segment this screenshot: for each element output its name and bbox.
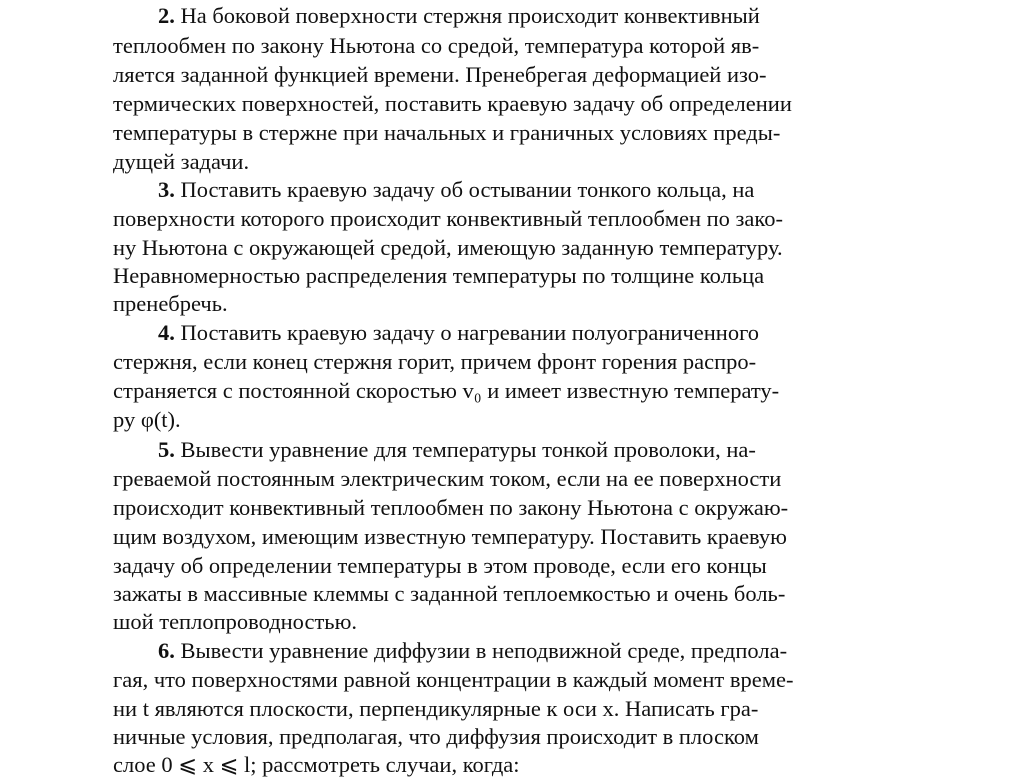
problem-number: 6. [158,638,175,663]
problem-text: Поставить краевую задачу о нагревании полуограниченного [180,320,760,345]
problem-4-line-3: страняется с постоянной скоростью v₀ и имеет известную температу- [113,378,780,403]
problem-6-line-3: ни t являются плоскости, перпендикулярные к оси x. Написать гра- [113,696,759,721]
problem-2-line-3: ляется заданной функцией времени. Пренебрегая деформацией изо- [113,62,767,87]
problem-5-line-6: зажаты в массивные клеммы с заданной теплоемкостью и очень боль- [113,581,786,606]
problem-6-line-4: ничные условия, предполагая, что диффузия происходит в плоском [113,724,759,749]
problem-5-line-1 [158,436,756,464]
problem-3-line-2: поверхности которого происходит конвективный теплообмен по зако- [113,206,783,231]
problem-2-line-5: температуры в стержне при начальных и граничных условиях преды- [113,120,781,145]
problem-number: 5. [158,437,175,462]
problem-3-line-5: пренебречь. [113,291,228,316]
problem-text: Вывести уравнение диффузии в неподвижной среде, предпола- [180,638,788,663]
problem-4-line-1 [158,319,759,347]
document-page [113,0,921,777]
problem-5-line-2: греваемой постоянным электрическим током, если на ее поверхности [113,466,782,491]
problem-4-line-2: стержня, если конец стержня горит, причем фронт горения распро- [113,349,757,374]
problem-3-line-4: Неравномерностью распределения температуры по толщине кольца [113,263,765,288]
problem-5-line-5: задачу об определении температуры в этом проводе, если его концы [113,553,767,578]
problem-number: 4. [158,320,175,345]
problem-2-line-2: теплообмен по закону Ньютона со средой, температура которой яв- [113,33,760,58]
problem-text: Поставить краевую задачу об остывании тонкого кольца, на [180,177,755,202]
problem-6-line-5: слое 0 ⩽ x ⩽ l; рассмотреть случаи, когда: [113,752,520,777]
problem-6-line-1 [158,637,787,665]
problem-2-line-6: дущей задачи. [113,149,250,174]
problem-3-line-3: ну Ньютона с окружающей средой, имеющую заданную температуру. [113,235,783,260]
problem-number: 3. [158,177,175,202]
problem-number: 2. [158,3,175,28]
problem-5-line-3: происходит конвективный теплообмен по закону Ньютона с окружаю- [113,495,789,520]
problem-6-line-2: гая, что поверхностями равной концентрации в каждый момент време- [113,667,794,692]
problem-3-line-1 [158,176,754,204]
problem-4-line-4: ру φ(t). [113,407,181,432]
problem-5-line-4: щим воздухом, имеющим известную температуру. Поставить краевую [113,524,787,549]
problem-text: Вывести уравнение для температуры тонкой проволоки, на- [180,437,756,462]
problem-2-line-4: термических поверхностей, поставить краевую задачу об определении [113,91,792,116]
problem-text: На боковой поверхности стержня происходит конвективный [180,3,760,28]
problem-5-line-7: шой теплопроводностью. [113,609,358,634]
problem-2-line-1 [158,2,921,30]
